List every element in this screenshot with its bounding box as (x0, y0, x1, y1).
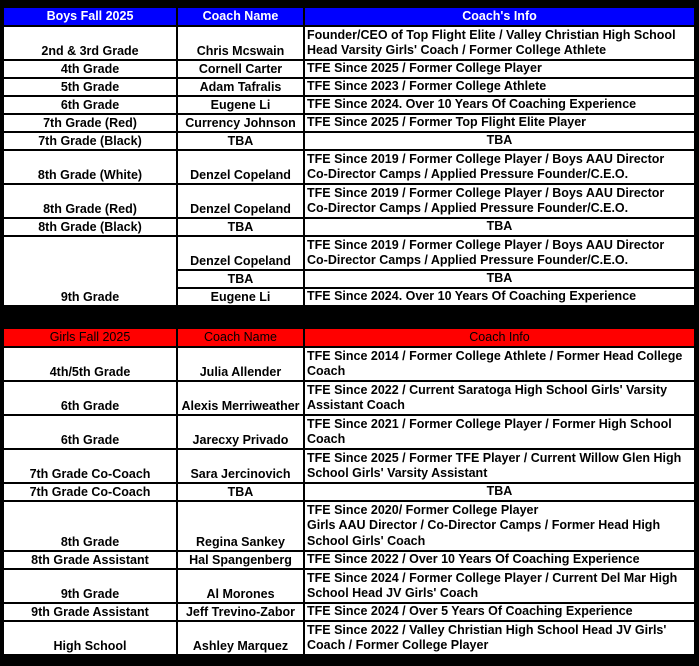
grade-cell: 8th Grade (4, 502, 176, 550)
grade-cell: 9th Grade (4, 237, 176, 305)
grade-cell: 6th Grade (4, 97, 176, 113)
table-row (4, 382, 694, 414)
coach-cell: Hal Spangenberg (178, 552, 303, 568)
info-cell: Founder/CEO of Top Flight Elite / Valley Christian High School Head Varsity Girls' Coach / Former College Athlete (305, 27, 694, 59)
grade-cell: 4th Grade (4, 61, 176, 77)
girls-header-coach: Coach Name (178, 329, 303, 346)
boys-header-row (4, 8, 694, 25)
coach-cell: Currency Johnson (178, 115, 303, 131)
grade-cell: 7th Grade Co-Coach (4, 484, 176, 500)
coach-cell: Eugene Li (178, 97, 303, 113)
info-cell: TFE Since 2014 / Former College Athlete / Former Head College Coach (305, 348, 694, 380)
boys-header-season: Boys Fall 2025 (4, 8, 176, 25)
coach-cell: Adam Tafralis (178, 79, 303, 95)
coach-cell: Eugene Li (178, 289, 303, 305)
info-cell: TFE Since 2025 / Former Top Flight Elite Player (305, 115, 694, 131)
info-cell: TFE Since 2021 / Former College Player / Former High School Coach (305, 416, 694, 448)
table-row (4, 484, 694, 500)
info-cell: TFE Since 2019 / Former College Player / Boys AAU Director Co-Director Camps / Applied Pressure Founder/C.E.O. (305, 185, 694, 217)
grade-cell: 9th Grade (4, 570, 176, 602)
coach-cell: Regina Sankey (178, 502, 303, 550)
table-row (4, 27, 694, 59)
info-cell: TFE Since 2025 / Former College Player (305, 61, 694, 77)
grade-cell: 7th Grade (Red) (4, 115, 176, 131)
coach-cell: Chris Mcswain (178, 27, 303, 59)
girls-header-row (4, 329, 694, 346)
grade-cell: 9th Grade Assistant (4, 604, 176, 620)
table-row (4, 79, 694, 95)
grade-cell: 2nd & 3rd Grade (4, 27, 176, 59)
coach-cell: TBA (178, 133, 303, 149)
table-row (4, 552, 694, 568)
grade-cell: High School (4, 622, 176, 654)
grade-cell: 8th Grade (Black) (4, 219, 176, 235)
boys-header-coach: Coach Name (178, 8, 303, 25)
table-row (4, 502, 694, 550)
info-cell: TFE Since 2019 / Former College Player / Boys AAU Director Co-Director Camps / Applied Pressure Founder/C.E.O. (305, 237, 694, 269)
info-cell: TFE Since 2024. Over 10 Years Of Coaching Experience (305, 97, 694, 113)
coach-cell: Sara Jercinovich (178, 450, 303, 482)
info-cell: TFE Since 2022 / Current Saratoga High School Girls' Varsity Assistant Coach (305, 382, 694, 414)
grade-cell: 5th Grade (4, 79, 176, 95)
boys-header-info: Coach's Info (305, 8, 694, 25)
grade-cell: 4th/5th Grade (4, 348, 176, 380)
coach-cell: Denzel Copeland (178, 151, 303, 183)
coach-cell: TBA (178, 271, 303, 287)
table-row (4, 219, 694, 235)
coach-cell: TBA (178, 484, 303, 500)
coach-cell: Al Morones (178, 570, 303, 602)
info-cell: TBA (305, 219, 694, 235)
table-row (4, 348, 694, 380)
table-row (4, 97, 694, 113)
coach-cell: Jarecxy Privado (178, 416, 303, 448)
coach-cell: Julia Allender (178, 348, 303, 380)
info-cell: TFE Since 2025 / Former TFE Player / Current Willow Glen High School Girls' Varsity Assistant (305, 450, 694, 482)
grade-cell: 8th Grade (White) (4, 151, 176, 183)
girls-header-info: Coach Info (305, 329, 694, 346)
table-row (4, 604, 694, 620)
coach-cell: Jeff Trevino-Zabor (178, 604, 303, 620)
info-cell: TFE Since 2023 / Former College Athlete (305, 79, 694, 95)
table-row (4, 185, 694, 217)
boys-roster-table (2, 6, 696, 307)
table-row (4, 450, 694, 482)
table-row (4, 416, 694, 448)
info-cell: TFE Since 2022 / Valley Christian High School Head JV Girls' Coach / Former College Player (305, 622, 694, 654)
table-row (4, 115, 694, 131)
grade-cell: 8th Grade (Red) (4, 185, 176, 217)
coach-cell: Denzel Copeland (178, 185, 303, 217)
table-row (4, 237, 694, 269)
coach-cell: TBA (178, 219, 303, 235)
coach-cell: Ashley Marquez (178, 622, 303, 654)
grade-cell: 7th Grade Co-Coach (4, 450, 176, 482)
grade-cell: 6th Grade (4, 382, 176, 414)
coach-cell: Denzel Copeland (178, 237, 303, 269)
table-row (4, 570, 694, 602)
table-row (4, 151, 694, 183)
grade-cell: 7th Grade (Black) (4, 133, 176, 149)
info-cell: TFE Since 2019 / Former College Player / Boys AAU Director Co-Director Camps / Applied Pressure Founder/C.E.O. (305, 151, 694, 183)
info-cell: TBA (305, 484, 694, 500)
grade-cell: 8th Grade Assistant (4, 552, 176, 568)
grade-cell: 6th Grade (4, 416, 176, 448)
info-cell: TFE Since 2024. Over 10 Years Of Coaching Experience (305, 289, 694, 305)
table-row (4, 133, 694, 149)
coach-cell: Cornell Carter (178, 61, 303, 77)
info-cell: TFE Since 2024 / Over 5 Years Of Coaching Experience (305, 604, 694, 620)
table-row (4, 622, 694, 654)
info-cell: TFE Since 2024 / Former College Player / Current Del Mar High School Head JV Girls' Coach (305, 570, 694, 602)
girls-roster-table (2, 327, 696, 656)
coach-cell: Alexis Merriweather (178, 382, 303, 414)
info-cell: TFE Since 2022 / Over 10 Years Of Coaching Experience (305, 552, 694, 568)
info-cell: TFE Since 2020/ Former College Player Girls AAU Director / Co-Director Camps / Former Head High School Girls' Coach (305, 502, 694, 550)
info-cell: TBA (305, 133, 694, 149)
info-cell: TBA (305, 271, 694, 287)
table-row (4, 61, 694, 77)
girls-header-season: Girls Fall 2025 (4, 329, 176, 346)
